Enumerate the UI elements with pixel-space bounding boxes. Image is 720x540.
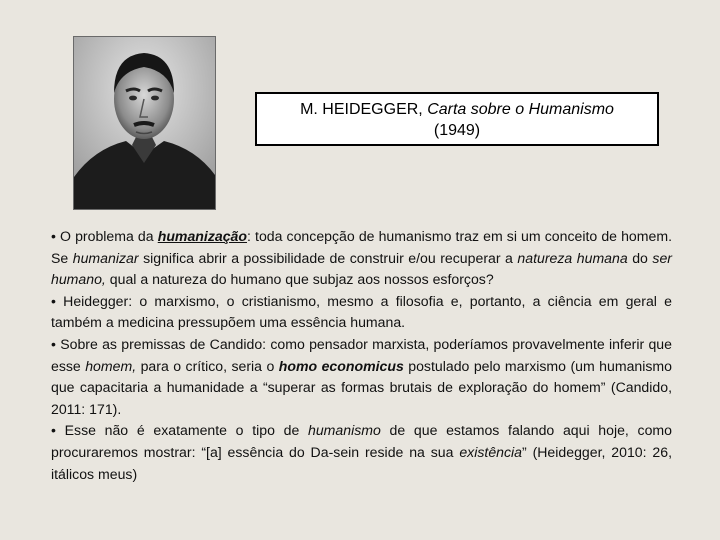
- text-run: • Heidegger: o marxismo, o cristianismo, mesmo a filosofia e, portanto, a ciência em geral e também a medicina pressupõem uma essência humana.: [51, 292, 672, 331]
- title-work: Carta sobre o Humanismo: [427, 101, 614, 118]
- text-run: de que estamos falando aqui hoje, como procuraremos mostrar: “[a] essência do Da-sein reside na sua: [51, 422, 672, 460]
- underlined-term: humanização: [157, 228, 248, 244]
- text-run: qual a natureza do humano que subjaz aos nossos esforços?: [105, 271, 494, 288]
- italic-run: natureza humana: [517, 249, 628, 266]
- paragraph: [51, 334, 672, 420]
- italic-run: existência: [459, 443, 523, 460]
- title-box: [255, 92, 659, 146]
- bold-italic-run: homo economicus: [278, 357, 404, 374]
- text-run: • Sobre as premissas de Candido: como pensador marxista, poderíamos provavelmente inferir que esse: [51, 335, 672, 374]
- paragraph: [51, 291, 672, 334]
- body-text: [51, 226, 672, 485]
- paragraph: [51, 226, 672, 291]
- title-year: (1949): [433, 122, 481, 139]
- title-author: M. HEIDEGGER,: [300, 101, 428, 118]
- title-line: [257, 99, 657, 120]
- text-run: ” (Heidegger, 2010: 26, itálicos meus): [51, 443, 672, 482]
- text-run: • O problema da: [51, 228, 158, 244]
- text-run: para o crítico, seria o: [136, 357, 279, 374]
- italic-run: ser humano,: [51, 249, 672, 288]
- heidegger-portrait: [73, 36, 216, 210]
- text-run: significa abrir a possibilidade de construir e/ou recuperar a: [138, 249, 518, 266]
- italic-run: homem,: [85, 357, 137, 374]
- paragraph: [51, 420, 672, 485]
- text-run: • Esse não é exatamente o tipo de: [51, 422, 308, 439]
- text-run: postulado pelo marxismo (um humanismo que capacitaria a humanidade a “superar as formas brutais de exploração do homem” (Candido, 2011: 171).: [51, 357, 673, 417]
- text-run: : toda concepção de humanismo traz em si um conceito de homem. Se: [51, 228, 673, 266]
- italic-run: humanizar: [72, 249, 139, 266]
- italic-run: humanismo: [307, 422, 381, 439]
- text-run: do: [627, 249, 653, 266]
